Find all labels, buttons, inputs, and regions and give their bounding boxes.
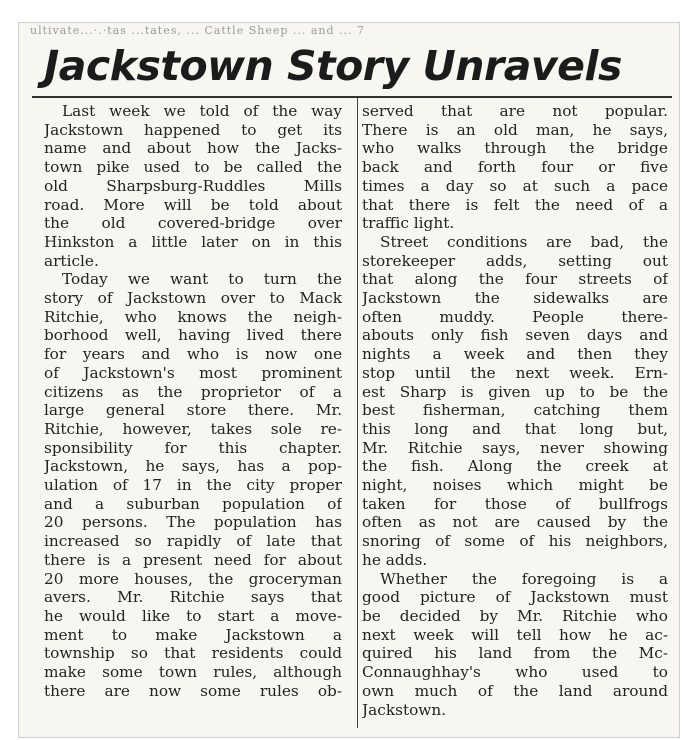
article-line: the old covered-bridge over <box>44 214 342 233</box>
article-line: Mr. Ritchie says, never showing <box>362 438 668 457</box>
article-line: Jackstown the sidewalks are <box>362 289 668 308</box>
article-line: the fish. Along the creek at <box>362 457 668 476</box>
article-line: that along the four streets of <box>362 270 668 289</box>
article-line: stop until the next week. Ern- <box>362 363 668 382</box>
article-line: of Jackstown's most prominent <box>44 363 342 382</box>
article-line: who walks through the bridge <box>362 139 668 158</box>
article-line: Hinkston a little later on in this <box>44 232 342 251</box>
article-line: nights a week and then they <box>362 345 668 364</box>
article-line: often muddy. People there- <box>362 307 668 326</box>
article-line: this long and that long but, <box>362 419 668 438</box>
article-line: 20 more houses, the groceryman <box>44 569 342 588</box>
article-line: back and forth four or five <box>362 158 668 177</box>
article-line: est Sharp is given up to be the <box>362 382 668 401</box>
article-line: Whether the foregoing is a <box>380 569 668 588</box>
article-line: old Sharpsburg-Ruddles Mills <box>44 176 342 195</box>
article-line: storekeeper adds, setting out <box>362 251 668 270</box>
article-line: citizens as the proprietor of a <box>44 382 342 401</box>
article-line: Jackstown, he says, has a pop- <box>44 457 342 476</box>
article-line: there are now some rules ob- <box>44 681 342 700</box>
article-line: Last week we told of the way <box>62 102 342 120</box>
article-line: Connaughhay's who used to <box>362 663 668 682</box>
article-column-right <box>362 102 668 719</box>
article-line: good picture of Jackstown must <box>362 588 668 607</box>
article-line: he would like to start a move- <box>44 606 342 625</box>
article-line: Ritchie, who knows the neigh- <box>44 307 342 326</box>
article-line: sponsibility for this chapter. <box>44 438 342 457</box>
article-line: Street conditions are bad, the <box>380 232 668 251</box>
article-line: avers. Mr. Ritchie says that <box>44 588 342 607</box>
article-line: article. <box>44 251 99 270</box>
article-column-left <box>44 102 342 701</box>
article-line: and a suburban population of <box>44 494 342 513</box>
article-line: town pike used to be called the <box>44 158 342 177</box>
article-line: Ritchie, however, takes sole re- <box>44 419 342 438</box>
article-line: for years and who is now one <box>44 345 342 364</box>
article-line: large general store there. Mr. <box>44 401 342 420</box>
article-line: best fisherman, catching them <box>362 401 668 420</box>
article-line: Jackstown. <box>362 700 447 719</box>
article-line: ment to make Jackstown a <box>44 625 342 644</box>
article-line: Jackstown happened to get its <box>44 120 342 139</box>
article-line: There is an old man, he says, <box>362 120 668 139</box>
article-line: Today we want to turn the <box>62 270 342 289</box>
article-line: name and about how the Jacks- <box>44 139 342 158</box>
article-line: increased so rapidly of late that <box>44 532 342 551</box>
bleed-through-text: ultivate...·.·tas ...tates, ... Cattle Sheep ... and ... 7 <box>30 24 366 37</box>
article-line: ulation of 17 in the city proper <box>44 476 342 495</box>
article-line: that there is felt the need of a <box>362 195 668 214</box>
article-line: be decided by Mr. Ritchie who <box>362 606 668 625</box>
article-line: traffic light. <box>362 214 455 233</box>
article-line: taken for those of bullfrogs <box>362 494 668 513</box>
article-line: next week will tell how he ac- <box>362 625 668 644</box>
article-line: own much of the land around <box>362 681 668 700</box>
article-line: times a day so at such a pace <box>362 176 668 195</box>
article-line: township so that residents could <box>44 644 342 663</box>
article-line: night, noises which might be <box>362 476 668 495</box>
article-line: served that are not popular. <box>362 102 668 120</box>
article-line: story of Jackstown over to Mack <box>44 289 342 308</box>
headline: Jackstown Story Unravels <box>44 42 622 90</box>
article-line: snoring of some of his neighbors, <box>362 532 668 551</box>
article-line: quired his land from the Mc- <box>362 644 668 663</box>
article-line: borhood well, having lived there <box>44 326 342 345</box>
article-line: make some town rules, although <box>44 663 342 682</box>
article-line: often as not are caused by the <box>362 513 668 532</box>
article-line: he adds. <box>362 550 428 569</box>
column-divider <box>357 98 358 728</box>
article-line: road. More will be told about <box>44 195 342 214</box>
article-line: there is a present need for about <box>44 550 342 569</box>
article-line: abouts only fish seven days and <box>362 326 668 345</box>
article-line: 20 persons. The population has <box>44 513 342 532</box>
headline-rule <box>32 96 672 98</box>
